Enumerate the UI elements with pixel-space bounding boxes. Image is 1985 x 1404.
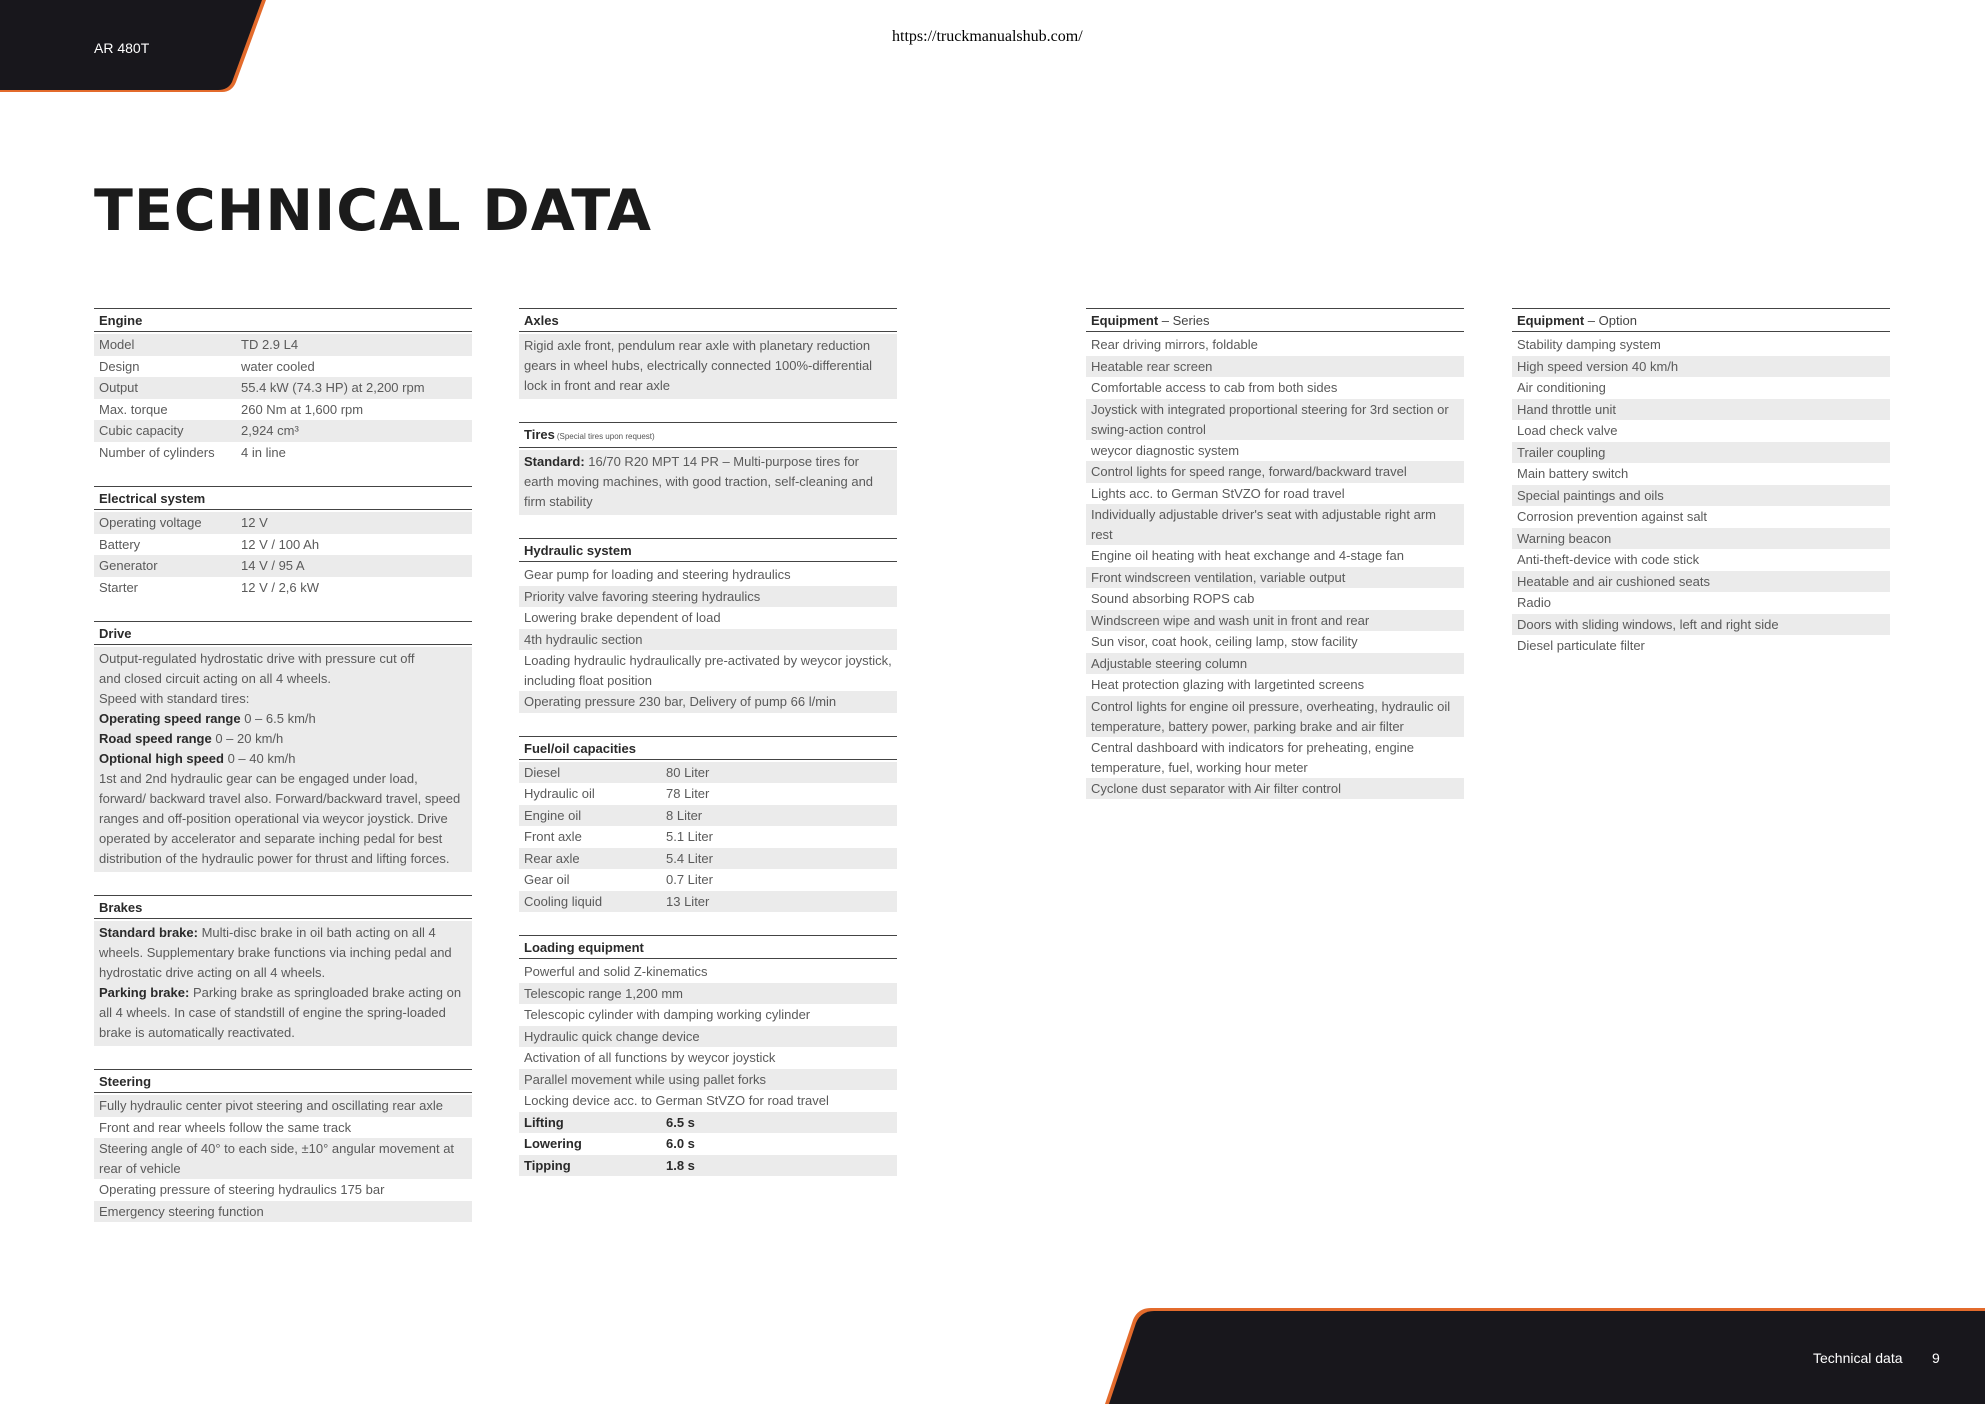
- column-3: [1086, 308, 1464, 822]
- list-item-text: Load check valve: [1517, 423, 1618, 438]
- list-item-text: Heatable and air cushioned seats: [1517, 573, 1710, 589]
- list-item-text: Gear pump for loading and steering hydraulics: [524, 567, 791, 582]
- list-item-text: Adjustable steering column: [1091, 655, 1248, 671]
- row-value: 12 V / 2,6 kW: [241, 579, 320, 595]
- list-item: [519, 607, 897, 629]
- list-item-text: Trailer coupling: [1517, 444, 1606, 460]
- timing-label: Lowering: [524, 1136, 582, 1151]
- list-item-text: Windscreen wipe and wash unit in front and rear: [1091, 612, 1370, 628]
- list-item: [519, 983, 897, 1005]
- timing-value: 6.5 s: [666, 1114, 695, 1130]
- timing-value: 6.0 s: [666, 1136, 695, 1151]
- row-label: Cubic capacity: [99, 423, 184, 438]
- tires-header: [519, 422, 897, 448]
- axles-title: Axles: [524, 313, 559, 328]
- source-url[interactable]: https://truckmanualshub.com/: [892, 28, 1083, 45]
- list-item: [1086, 696, 1464, 737]
- list-item-text: Front and rear wheels follow the same track: [99, 1119, 352, 1135]
- list-item: [1086, 440, 1464, 462]
- list-item: [1086, 567, 1464, 589]
- standard-brake-label: Standard brake:: [99, 925, 198, 940]
- table-row: [94, 555, 472, 577]
- list-item-text: Anti-theft-device with code stick: [1517, 552, 1700, 567]
- tires-title: Tires: [524, 427, 555, 442]
- brakes-section: [94, 895, 472, 1046]
- column-1: [94, 308, 472, 1245]
- row-value: 13 Liter: [666, 893, 710, 909]
- model-label: AR 480T: [94, 40, 150, 56]
- drive-line-2: and closed circuit acting on all 4 wheels.: [99, 671, 331, 686]
- standard-brake-text: Multi-disc brake in oil bath acting on all 4 wheels. Supplementary brake functions via inching pedal and hydrostatic drive acting on all 4 wheels.: [99, 925, 452, 980]
- drive-text: [94, 647, 472, 872]
- brakes-header: [94, 895, 472, 919]
- list-item: [1512, 356, 1890, 378]
- table-row: [94, 534, 472, 556]
- list-item: [1086, 483, 1464, 505]
- row-value: 12 V / 100 Ah: [241, 536, 320, 552]
- list-item-text: Radio: [1517, 595, 1551, 610]
- table-row: [94, 442, 472, 464]
- list-item: [1512, 571, 1890, 593]
- list-item: [519, 650, 897, 691]
- drive-description: 1st and 2nd hydraulic gear can be engaged under load, forward/ backward travel also. Forward/backward travel, speed ranges and off-position operational via weycor joystick. Drive operated by accelerator and separate inching pedal for best distribution of the hydraulic power for thrust and lifting forces.: [99, 771, 461, 866]
- list-item: [1086, 778, 1464, 800]
- tires-text: [519, 450, 897, 515]
- list-item-text: Telescopic cylinder with damping working cylinder: [524, 1007, 811, 1022]
- table-row: [94, 399, 472, 421]
- list-item-text: Individually adjustable driver's seat with adjustable right arm rest: [1091, 507, 1436, 542]
- list-item: [1086, 399, 1464, 440]
- list-item-text: Hydraulic quick change device: [524, 1028, 700, 1044]
- row-value: 5.1 Liter: [666, 829, 713, 844]
- list-item-text: Corrosion prevention against salt: [1517, 509, 1708, 524]
- list-item: [1512, 463, 1890, 485]
- list-item: [1512, 528, 1890, 550]
- list-item-text: weycor diagnostic system: [1091, 442, 1240, 458]
- row-label: Generator: [99, 558, 158, 573]
- list-item: [519, 629, 897, 651]
- list-item: [519, 1004, 897, 1026]
- list-item-text: Lowering brake dependent of load: [524, 610, 721, 625]
- list-item-text: Activation of all functions by weycor joystick: [524, 1050, 776, 1065]
- list-item: [1512, 549, 1890, 571]
- list-item: [94, 1201, 472, 1223]
- list-item-text: Parallel movement while using pallet forks: [524, 1071, 767, 1087]
- list-item-text: Operating pressure of steering hydraulics 175 bar: [99, 1182, 385, 1197]
- list-item: [1086, 737, 1464, 778]
- list-item: [1086, 504, 1464, 545]
- list-item: [1512, 614, 1890, 636]
- list-item: [519, 1047, 897, 1069]
- table-row: [519, 805, 897, 827]
- timing-row: [519, 1112, 897, 1134]
- equipment-series-title: Equipment: [1091, 313, 1159, 328]
- list-item-text: Front windscreen ventilation, variable output: [1091, 569, 1346, 585]
- timing-row: [519, 1133, 897, 1155]
- list-item-text: Locking device acc. to German StVZO for road travel: [524, 1093, 829, 1108]
- list-item: [1512, 592, 1890, 614]
- list-item-text: Air conditioning: [1517, 380, 1606, 395]
- list-item-text: Hand throttle unit: [1517, 401, 1617, 417]
- row-label: Hydraulic oil: [524, 786, 595, 801]
- row-value: TD 2.9 L4: [241, 337, 299, 352]
- list-item: [519, 1069, 897, 1091]
- list-item: [1086, 334, 1464, 356]
- row-value: 12 V: [241, 515, 268, 530]
- list-item: [1086, 356, 1464, 378]
- hydraulic-header: [519, 538, 897, 562]
- list-item-text: High speed version 40 km/h: [1517, 358, 1679, 374]
- engine-header: [94, 308, 472, 332]
- steering-title: Steering: [99, 1074, 152, 1089]
- equipment-option-section: [1512, 308, 1890, 657]
- table-row: [94, 377, 472, 399]
- brakes-title: Brakes: [99, 900, 143, 915]
- road-speed-label: Road speed range: [99, 731, 212, 746]
- row-value: 4 in line: [241, 444, 286, 460]
- row-value: 260 Nm at 1,600 rpm: [241, 401, 364, 417]
- list-item-text: Emergency steering function: [99, 1203, 264, 1219]
- list-item-text: Rear driving mirrors, foldable: [1091, 337, 1258, 352]
- list-item: [1086, 377, 1464, 399]
- table-row: [519, 848, 897, 870]
- row-value: 14 V / 95 A: [241, 558, 305, 573]
- list-item: [519, 564, 897, 586]
- list-item-text: Sound absorbing ROPS cab: [1091, 591, 1255, 606]
- row-label: Engine oil: [524, 807, 582, 823]
- list-item: [1086, 545, 1464, 567]
- high-speed-label: Optional high speed: [99, 751, 224, 766]
- drive-line-3: Speed with standard tires:: [99, 691, 250, 706]
- timing-row: [519, 1155, 897, 1177]
- row-label: Operating voltage: [99, 515, 202, 530]
- list-item-text: Special paintings and oils: [1517, 487, 1664, 503]
- steering-section: [94, 1069, 472, 1222]
- list-item-text: Heatable rear screen: [1091, 358, 1213, 374]
- list-item-text: 4th hydraulic section: [524, 631, 643, 647]
- equipment-series-suffix: – Series: [1158, 313, 1210, 328]
- steering-header: [94, 1069, 472, 1093]
- list-item-text: Diesel particulate filter: [1517, 638, 1645, 653]
- page-number: 9: [1932, 1350, 1940, 1366]
- drive-title: Drive: [99, 626, 132, 641]
- parking-brake-label: Parking brake:: [99, 985, 190, 1000]
- electrical-title: Electrical system: [99, 491, 206, 506]
- table-row: [519, 869, 897, 891]
- list-item-text: Fully hydraulic center pivot steering and oscillating rear axle: [99, 1098, 443, 1113]
- list-item-text: Warning beacon: [1517, 530, 1612, 546]
- drive-section: [94, 621, 472, 872]
- list-item: [1086, 461, 1464, 483]
- row-label: Max. torque: [99, 401, 168, 417]
- fuel-title: Fuel/oil capacities: [524, 740, 636, 756]
- list-item-text: Engine oil heating with heat exchange and 4-stage fan: [1091, 548, 1404, 563]
- row-label: Gear oil: [524, 872, 570, 887]
- drive-line-1: Output-regulated hydrostatic drive with pressure cut off: [99, 651, 415, 666]
- list-item-text: Sun visor, coat hook, ceiling lamp, stow facility: [1091, 634, 1358, 649]
- row-label: Battery: [99, 536, 141, 552]
- list-item: [94, 1095, 472, 1117]
- list-item-text: Loading hydraulic hydraulically pre-activated by weycor joystick, including float position: [524, 653, 892, 688]
- row-value: 0.7 Liter: [666, 872, 713, 887]
- row-value: 55.4 kW (74.3 HP) at 2,200 rpm: [241, 380, 425, 395]
- list-item-text: Comfortable access to cab from both sides: [1091, 380, 1338, 395]
- tires-note: (Special tires upon request): [556, 432, 655, 441]
- standard-tires-text: 16/70 R20 MPT 14 PR – Multi-purpose tires for earth moving machines, with good traction, self-cleaning and firm stability: [524, 454, 874, 509]
- row-label: Front axle: [524, 829, 582, 844]
- equipment-option-title: Equipment: [1517, 313, 1585, 328]
- list-item-text: Priority valve favoring steering hydraulics: [524, 588, 761, 604]
- footer-section-label: Technical data: [1813, 1350, 1903, 1366]
- list-item: [519, 1090, 897, 1112]
- row-value: 78 Liter: [666, 786, 710, 801]
- table-row: [519, 891, 897, 913]
- list-item-text: Control lights for engine oil pressure, overheating, hydraulic oil temperature, battery power, parking brake and air filter: [1091, 698, 1451, 734]
- list-item: [1512, 420, 1890, 442]
- row-label: Rear axle: [524, 850, 580, 866]
- list-item-text: Cyclone dust separator with Air filter control: [1091, 780, 1341, 796]
- brakes-text: [94, 921, 472, 1046]
- road-speed-value: 0 – 20 km/h: [211, 731, 284, 746]
- list-item: [94, 1138, 472, 1179]
- list-item-text: Control lights for speed range, forward/backward travel: [1091, 464, 1407, 479]
- list-item: [1512, 485, 1890, 507]
- list-item: [1512, 399, 1890, 421]
- table-row: [94, 512, 472, 534]
- equipment-option-suffix: – Option: [1584, 313, 1637, 328]
- table-row: [519, 783, 897, 805]
- row-value: water cooled: [241, 358, 315, 374]
- table-row: [94, 577, 472, 599]
- list-item: [1086, 653, 1464, 675]
- loading-title: Loading equipment: [524, 940, 644, 955]
- list-item: [1512, 635, 1890, 657]
- axles-section: [519, 308, 897, 399]
- axles-text: Rigid axle front, pendulum rear axle with planetary reduction gears in wheel hubs, electrically connected 100%-differential lock in front and rear axle: [519, 334, 897, 399]
- list-item: [519, 586, 897, 608]
- timing-label: Tipping: [524, 1157, 571, 1173]
- equipment-series-header: [1086, 308, 1464, 332]
- table-row: [94, 356, 472, 378]
- axles-header: [519, 308, 897, 332]
- row-label: Number of cylinders: [99, 444, 215, 460]
- list-item: [1086, 588, 1464, 610]
- table-row: [519, 762, 897, 784]
- list-item-text: Stability damping system: [1517, 337, 1661, 352]
- timing-value: 1.8 s: [666, 1157, 695, 1173]
- page-title: TECHNICAL DATA: [94, 178, 652, 244]
- row-label: Starter: [99, 579, 139, 595]
- operating-speed-value: 0 – 6.5 km/h: [240, 711, 316, 726]
- list-item: [1086, 631, 1464, 653]
- list-item-text: Doors with sliding windows, left and right side: [1517, 616, 1779, 632]
- list-item-text: Steering angle of 40° to each side, ±10° angular movement at rear of vehicle: [99, 1141, 455, 1176]
- list-item-text: Heat protection glazing with largetinted screens: [1091, 677, 1365, 692]
- row-value: 5.4 Liter: [666, 850, 713, 866]
- list-item-text: Central dashboard with indicators for preheating, engine temperature, fuel, working hour meter: [1091, 739, 1415, 775]
- list-item-text: Powerful and solid Z-kinematics: [524, 964, 708, 979]
- hydraulic-section: [519, 538, 897, 713]
- list-item: [1512, 377, 1890, 399]
- parking-brake-text: Parking brake as springloaded brake acting on all 4 wheels. In case of standstill of engine the spring-loaded brake is automatically reactivated.: [99, 985, 462, 1040]
- row-label: Model: [99, 337, 135, 352]
- operating-speed-label: Operating speed range: [99, 711, 241, 726]
- row-value: 80 Liter: [666, 764, 710, 780]
- column-4: [1512, 308, 1890, 680]
- row-value: 2,924 cm³: [241, 423, 299, 438]
- timing-label: Lifting: [524, 1114, 564, 1130]
- list-item: [1086, 610, 1464, 632]
- row-label: Cooling liquid: [524, 893, 603, 909]
- loading-header: [519, 935, 897, 959]
- list-item-text: Lights acc. to German StVZO for road travel: [1091, 485, 1345, 501]
- engine-title: Engine: [99, 313, 143, 328]
- list-item: [519, 1026, 897, 1048]
- row-label: Output: [99, 380, 139, 395]
- electrical-header: [94, 486, 472, 510]
- list-item-text: Joystick with integrated proportional steering for 3rd section or swing-action control: [1091, 401, 1449, 437]
- list-item: [519, 961, 897, 983]
- list-item: [94, 1179, 472, 1201]
- list-item: [1512, 506, 1890, 528]
- column-2: [519, 308, 897, 1199]
- equipment-option-header: [1512, 308, 1890, 332]
- fuel-section: [519, 736, 897, 913]
- equipment-series-section: [1086, 308, 1464, 799]
- high-speed-value: 0 – 40 km/h: [223, 751, 296, 766]
- list-item-text: Operating pressure 230 bar, Delivery of pump 66 l/min: [524, 694, 837, 709]
- tires-section: [519, 422, 897, 515]
- list-item: [1086, 674, 1464, 696]
- list-item: [94, 1117, 472, 1139]
- standard-tires-label: Standard:: [524, 454, 585, 469]
- hydraulic-title: Hydraulic system: [524, 543, 632, 558]
- list-item: [1512, 442, 1890, 464]
- engine-section: [94, 308, 472, 463]
- row-label: Diesel: [524, 764, 561, 780]
- list-item-text: Main battery switch: [1517, 466, 1629, 481]
- drive-header: [94, 621, 472, 645]
- list-item-text: Telescopic range 1,200 mm: [524, 985, 683, 1001]
- table-row: [519, 826, 897, 848]
- list-item: [1512, 334, 1890, 356]
- table-row: [94, 334, 472, 356]
- row-value: 8 Liter: [666, 807, 703, 823]
- electrical-section: [94, 486, 472, 598]
- table-row: [94, 420, 472, 442]
- loading-section: [519, 935, 897, 1176]
- list-item: [519, 691, 897, 713]
- row-label: Design: [99, 358, 140, 374]
- fuel-header: [519, 736, 897, 760]
